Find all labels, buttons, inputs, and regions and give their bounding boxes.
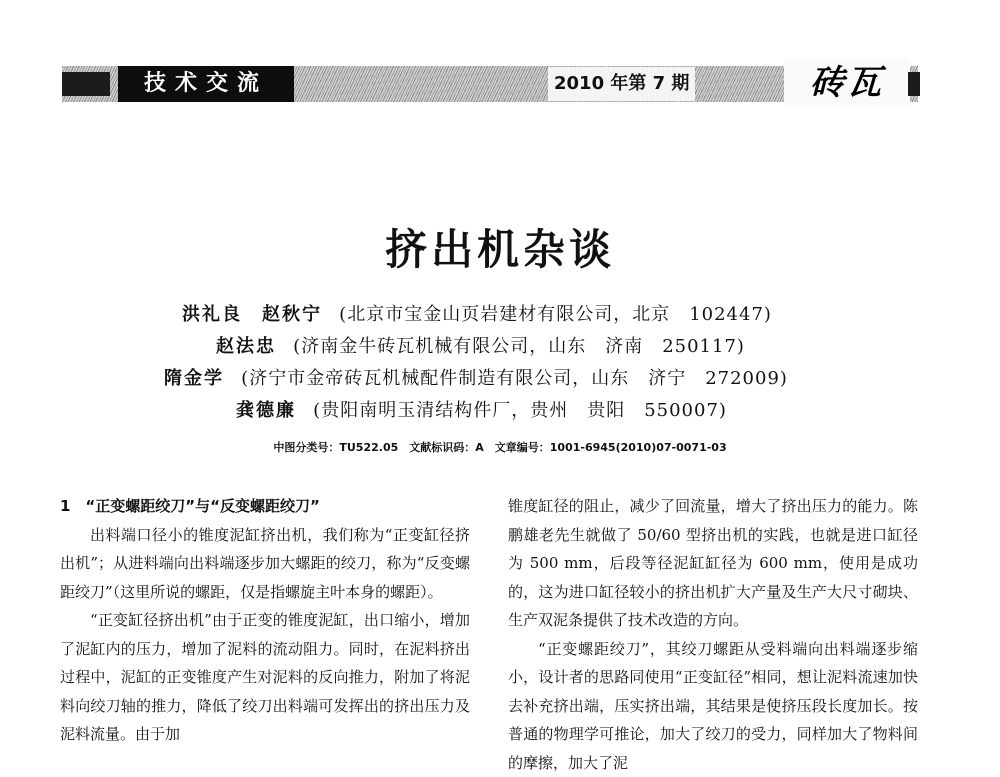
author-line (236, 398, 727, 424)
author-name: 洪礼良 赵秋宁 (182, 304, 322, 325)
author-name: 隋金学 (164, 368, 224, 389)
body-paragraph: “正变缸径挤出机”由于正变的锥度泥缸，出口缩小，增加了泥缸内的压力，增加了泥料的流动阻力。同时，在泥料挤出过程中，泥缸的正变锥度产生对泥料的反向推力，附加了将泥料向绞刀轴的推力，降低了绞刀出料端可发挥出的挤出压力及泥料流量。由于加 (60, 606, 470, 749)
author-name: 赵法忠 (216, 336, 276, 357)
body-paragraph: 锥度缸径的阻止，减少了回流量，增大了挤出压力的能力。陈鹏雄老先生就做了 50/60 型挤出机的实践，也就是进口缸径为 500 mm，后段等径泥缸缸径为 600 mm，使用是成功的，这为进口缸径较小的挤出机扩大产量及生产大尺寸砌块、生产双泥条提供了技术改造的方向。 (508, 492, 918, 635)
right-column (508, 492, 918, 777)
author-affiliation: (济南金牛砖瓦机械有限公司，山东 济南 250117) (293, 336, 745, 357)
author-affiliation: (贵阳南明玉清结构件厂，贵州 贵阳 550007) (313, 400, 727, 421)
header-band-left-block (62, 72, 110, 96)
body-paragraph: 出料端口径小的锥度泥缸挤出机，我们称为“正变缸径挤出机”；从进料端向出料端逐步加大螺距的绞刀，称为“反变螺距绞刀”（这里所说的螺距，仅是指螺旋主叶本身的螺距）。 (60, 521, 470, 607)
author-line (216, 334, 745, 360)
issue-label: 2010 年第 7 期 (548, 67, 695, 101)
author-affiliation: (北京市宝金山页岩建材有限公司，北京 102447) (339, 304, 772, 325)
body-paragraph: “正变螺距绞刀”，其绞刀螺距从受料端向出料端逐步缩小，设计者的思路同使用“正变缸径”相同，想让泥料流速加快去补充挤出端，压实挤出端，其结果是使挤压段长度加长。按普通的物理学可推论，加大了绞刀的受力，同样加大了物料间的摩擦，加大了泥 (508, 635, 918, 777)
author-affiliation: (济宁市金帝砖瓦机械配件制造有限公司，山东 济宁 272009) (241, 368, 788, 389)
author-name: 龚德廉 (236, 400, 296, 421)
author-line (182, 302, 772, 328)
classification-line: 中图分类号：TU522.05 文献标识码：A 文章编号：1001-6945(2010)07-0071-03 (0, 440, 1000, 456)
author-line (164, 366, 788, 392)
journal-logo: 砖瓦 (784, 59, 910, 107)
header-band-right-block (908, 72, 920, 96)
article-title: 挤出机杂谈 (0, 224, 1000, 276)
section-label: 技术交流 (118, 66, 294, 102)
section-heading: 1 “正变螺距绞刀”与“反变螺距绞刀” (60, 492, 470, 521)
left-column (60, 492, 470, 749)
